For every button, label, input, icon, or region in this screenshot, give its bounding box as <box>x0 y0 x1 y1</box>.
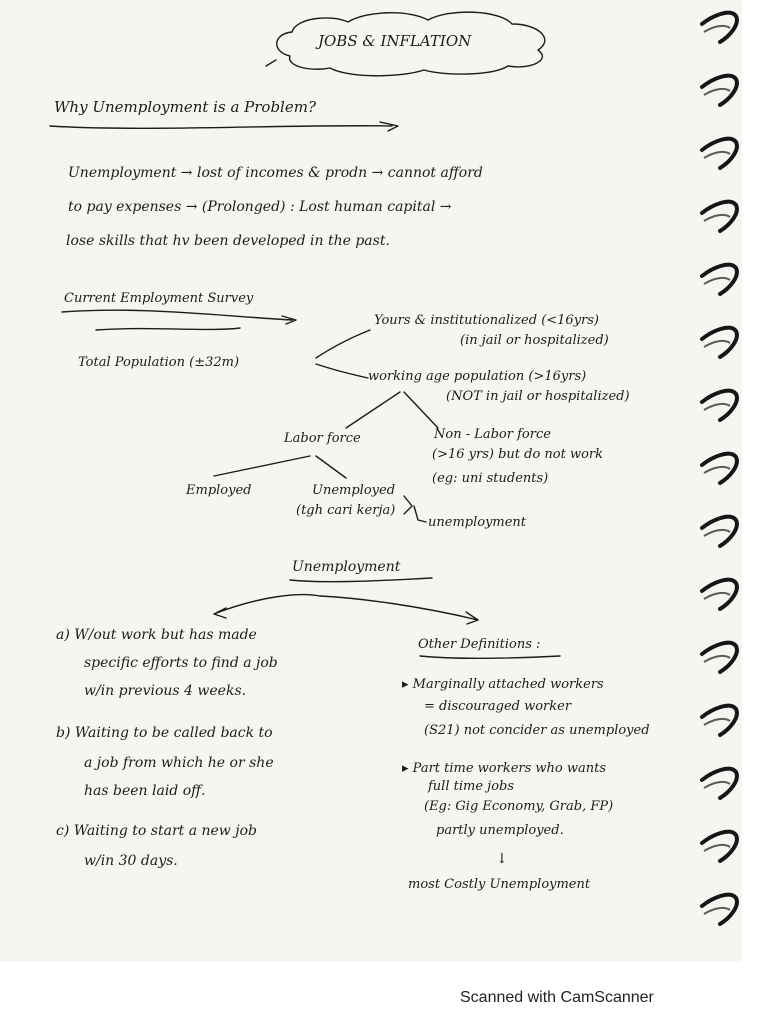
branch-unemployed <box>316 456 346 478</box>
other-definitions-heading: Other Definitions : <box>418 637 541 652</box>
spiral-coil <box>702 139 737 168</box>
employed-label: Employed <box>186 483 252 498</box>
spiral-coil <box>702 454 737 483</box>
working-age-note: (NOT in jail or hospitalized) <box>446 389 630 404</box>
def-c-line-2: w/in 30 days. <box>84 853 178 869</box>
spiral-coil-highlight <box>704 845 730 851</box>
spiral-coil-highlight <box>704 656 730 662</box>
def-b-line-3: has been laid off. <box>84 783 206 799</box>
marginal-line-1: ▸ Marginally attached workers <box>402 677 604 692</box>
spiral-coil-highlight <box>704 215 730 221</box>
camscanner-watermark: Scanned with CamScanner <box>460 989 654 1006</box>
parttime-line-4: partly unemployed. <box>436 823 564 838</box>
spiral-coil <box>702 328 737 357</box>
spiral-coil-highlight <box>704 719 730 725</box>
q1-underline <box>50 122 398 131</box>
unemployment-bracket <box>404 496 426 522</box>
non-labor-example: (eg: uni students) <box>432 471 549 486</box>
spiral-coil <box>702 265 737 294</box>
def-a-line-3: w/in previous 4 weeks. <box>84 683 247 699</box>
parttime-line-2: full time jobs <box>428 779 515 794</box>
spiral-coil <box>702 895 737 924</box>
marginal-line-3: (S21) not concider as unemployed <box>424 723 650 738</box>
spiral-coil-highlight <box>704 908 730 914</box>
branch-working <box>316 364 368 378</box>
working-age: working age population (>16yrs) <box>368 369 587 384</box>
survey-underline-2 <box>96 328 240 330</box>
spiral-coil <box>702 202 737 231</box>
unemp-arrows <box>214 595 478 624</box>
def-a-line-2: specific efforts to find a job <box>84 655 278 671</box>
non-labor-force: Non - Labor force <box>434 427 551 442</box>
spiral-coil <box>702 13 737 42</box>
page-title: JOBS & INFLATION <box>318 32 472 50</box>
down-arrow: ↓ <box>496 851 508 867</box>
most-costly-unemployment: most Costly Unemployment <box>408 877 591 892</box>
spiral-coil <box>702 517 737 546</box>
labor-force: Labor force <box>284 431 361 446</box>
title-cloud-tail <box>266 60 276 66</box>
survey-underline-1 <box>62 310 296 324</box>
spiral-coil-highlight <box>704 593 730 599</box>
spiral-coil <box>702 391 737 420</box>
marginal-line-2: = discouraged worker <box>424 699 572 714</box>
unemployment-label: unemployment <box>428 515 527 530</box>
spiral-binding <box>690 0 742 962</box>
def-b-line-1: b) Waiting to be called back to <box>56 725 273 741</box>
spiral-coil-highlight <box>704 530 730 536</box>
branch-young <box>316 330 370 358</box>
def-b-line-2: a job from which he or she <box>84 755 274 771</box>
unemployed-note: (tgh cari kerja) <box>296 503 396 518</box>
para-line-2: to pay expenses → (Prolonged) : Lost human capital → <box>68 199 452 215</box>
spiral-coil-highlight <box>704 278 730 284</box>
spiral-coil-highlight <box>704 152 730 158</box>
unemployed-label: Unemployed <box>312 483 396 498</box>
para-line-3: lose skills that hv been developed in the past. <box>66 233 390 249</box>
spiral-coil-highlight <box>704 26 730 32</box>
unemployment-heading: Unemployment <box>292 559 401 575</box>
spiral-coil <box>702 76 737 105</box>
parttime-line-3: (Eg: Gig Economy, Grab, FP) <box>424 799 614 814</box>
non-labor-note: (>16 yrs) but do not work <box>432 447 604 462</box>
total-population: Total Population (±32m) <box>78 355 240 370</box>
spiral-coil-highlight <box>704 89 730 95</box>
parttime-line-1: ▸ Part time workers who wants <box>402 761 607 776</box>
spiral-coil <box>702 580 737 609</box>
problem-heading: Why Unemployment is a Problem? <box>54 98 316 116</box>
spiral-coil-highlight <box>704 341 730 347</box>
para-line-1: Unemployment → lost of incomes & prodn → cannot afford <box>68 165 483 181</box>
spiral-coil <box>702 769 737 798</box>
unemp-underline <box>290 578 432 582</box>
spiral-coil <box>702 832 737 861</box>
spiral-coil-highlight <box>704 404 730 410</box>
young-institutionalized: Yours & institutionalized (<16yrs) <box>374 313 600 328</box>
spiral-coil-highlight <box>704 467 730 473</box>
spiral-coil <box>702 706 737 735</box>
def-a-line-1: a) W/out work but has made <box>56 627 257 643</box>
branch-employed <box>214 456 310 476</box>
spiral-coil <box>702 643 737 672</box>
branch-labor <box>346 392 400 428</box>
branch-nonlabor <box>404 392 438 428</box>
def-c-line-1: c) Waiting to start a new job <box>56 823 257 839</box>
young-note: (in jail or hospitalized) <box>460 333 609 348</box>
other-underline <box>420 656 560 658</box>
spiral-coil-highlight <box>704 782 730 788</box>
survey-heading: Current Employment Survey <box>64 291 254 306</box>
